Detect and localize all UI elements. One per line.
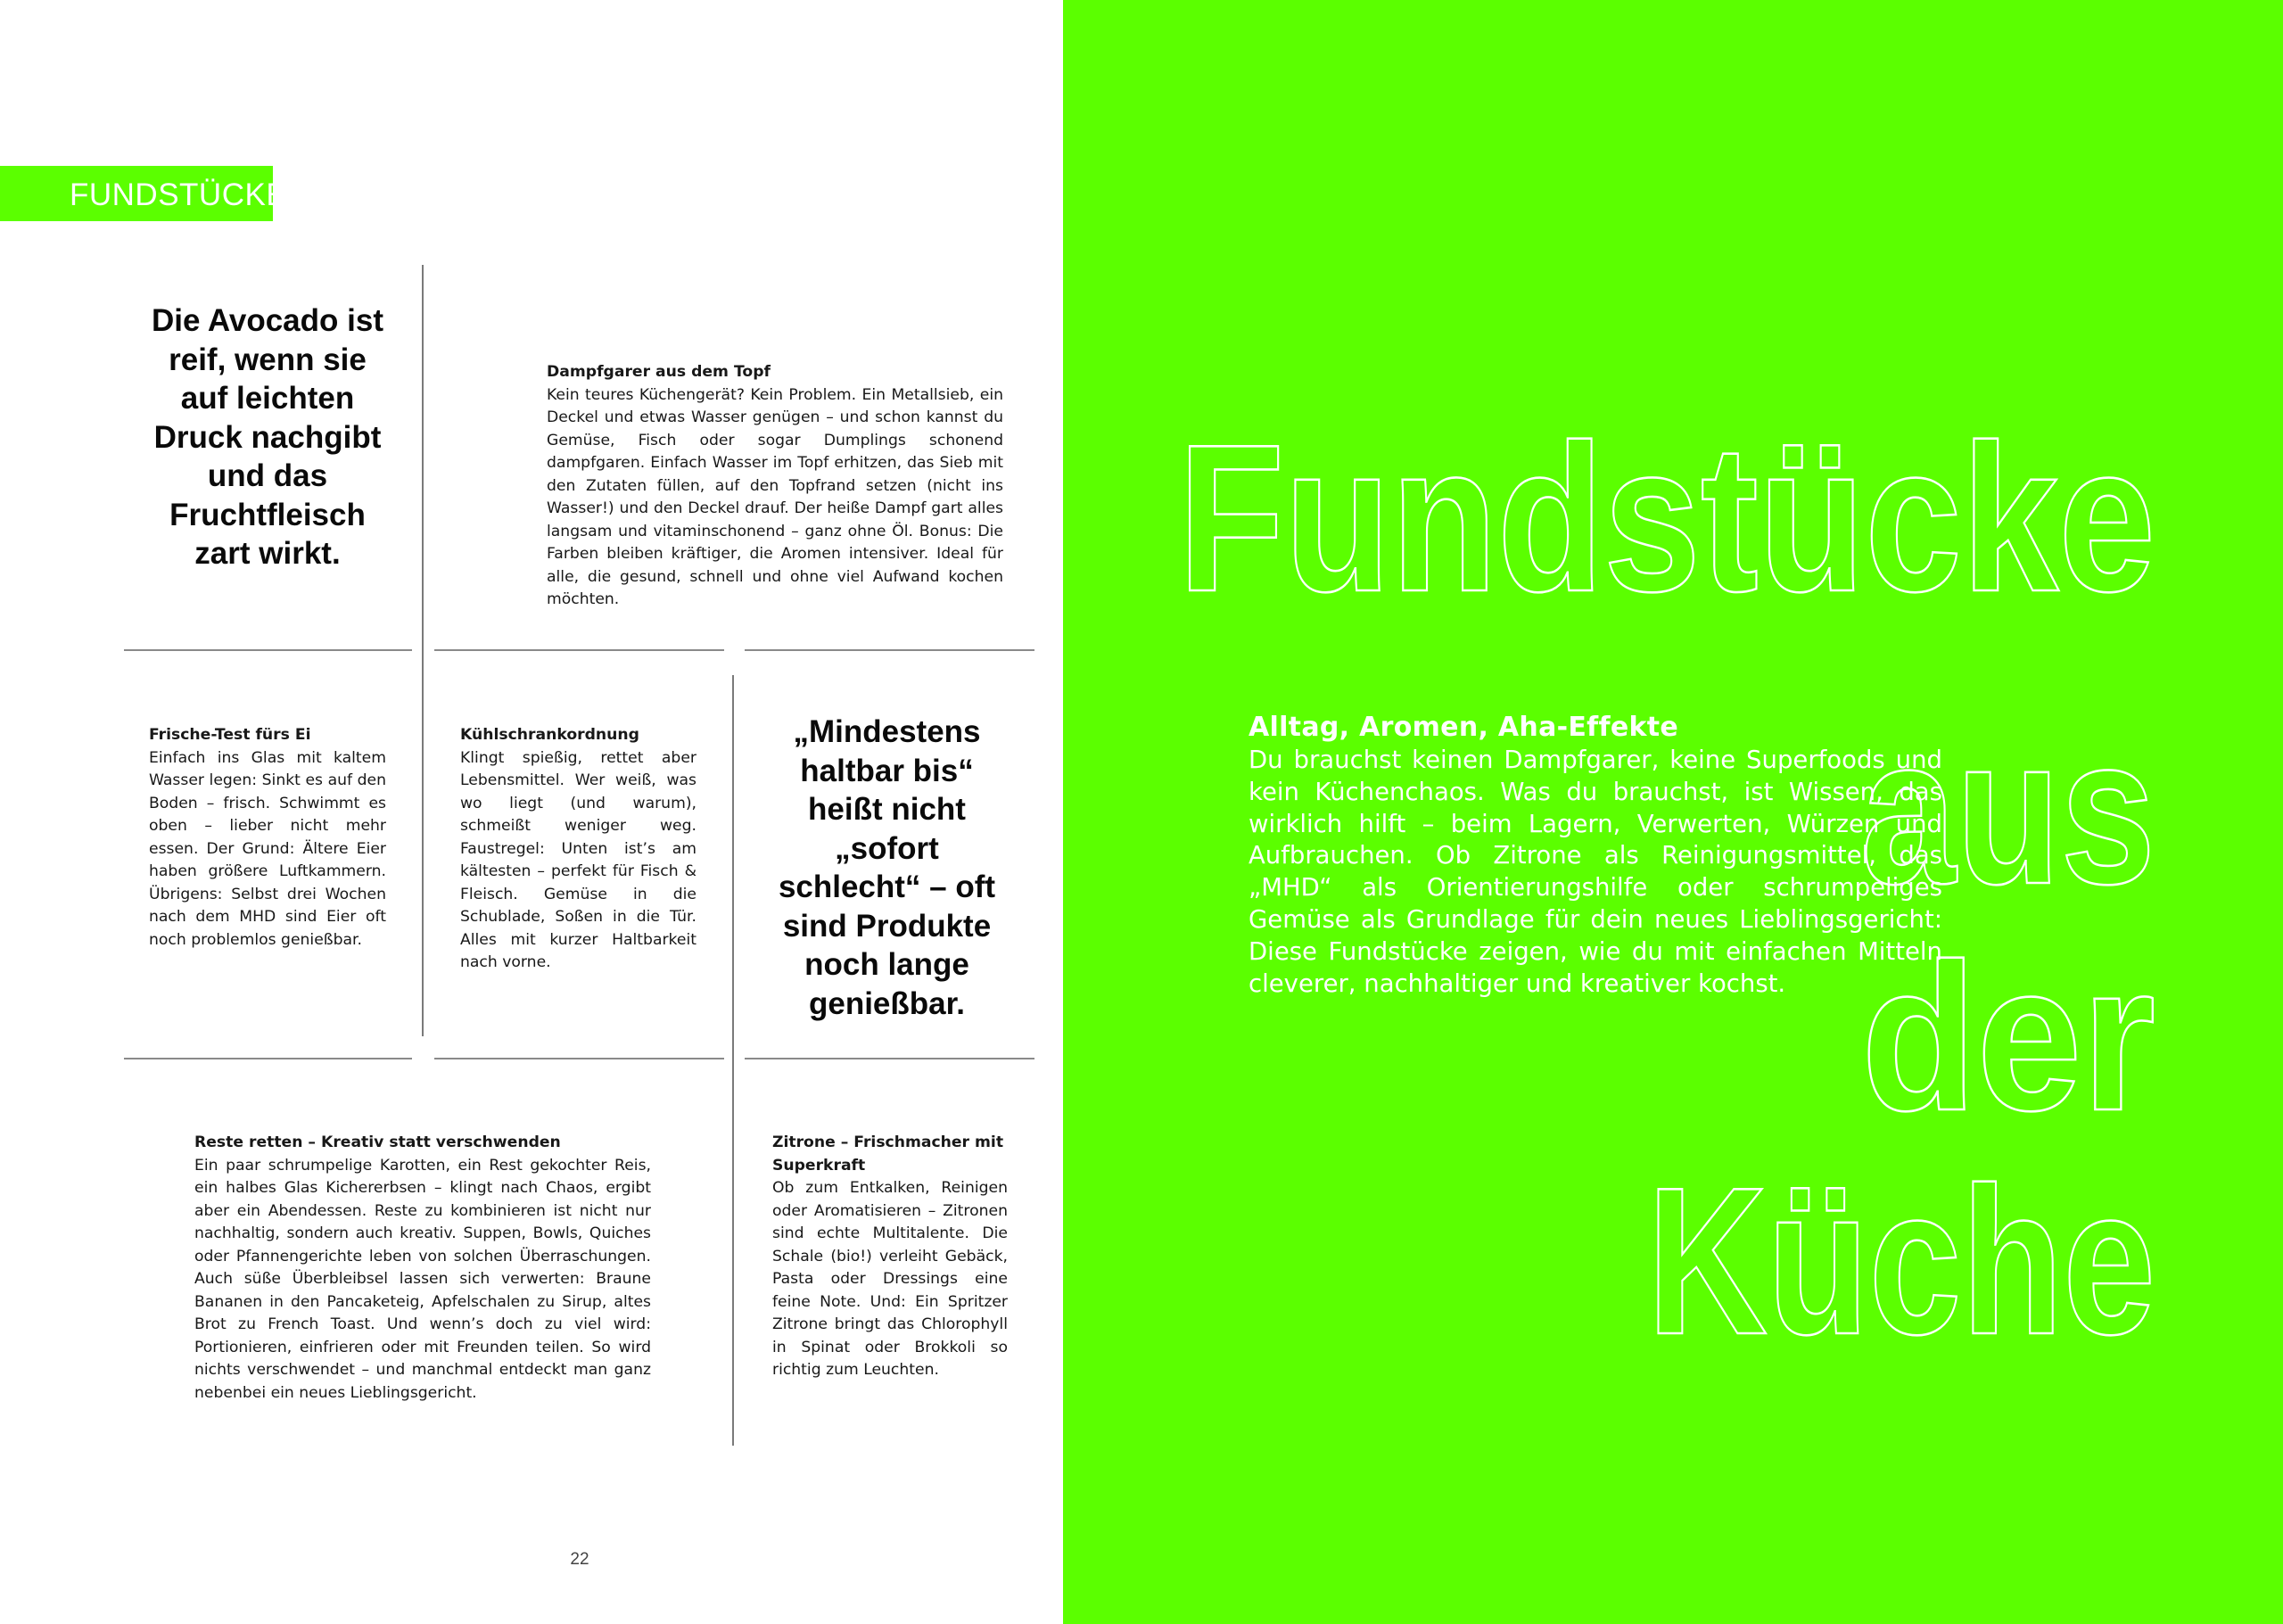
article-reste-title: Reste retten – Kreativ statt verschwenden <box>194 1134 561 1151</box>
headline-line-2: aus <box>1861 693 2155 927</box>
article-reste-body: Ein paar schrumpelige Karotten, ein Rest gekochter Reis, ein halbes Glas Kichererbsen – klingt nach Chaos, ergibt aber ein Abendessen. Reste zu kombinieren ist nicht nur nachhaltig, sondern auch kreativ. Suppen, Bowls, Quiches oder Pfannengerichte leben von solchen Überraschungen. Auch süße Überbleibsel lassen sich verwerten: Braune Bananen in den Pancaketeig, Apfelschalen zu Sirup, altes Brot zu French Toast. Und wenn’s doch zu viel wird: Portionieren, einfrieren oder mit Freunden teilen. So wird nichts verschwendet – und manchmal entdeckt man ganz nebenbei ein neues Lieblingsgericht. <box>194 1156 651 1402</box>
divider-horizontal-row2-col2 <box>434 1058 724 1059</box>
intro-body: Du brauchst keinen Dampfgarer, keine Superfoods und kein Küchenchaos. Was du brauchst, ist Wissen, das wirklich hilft – beim Lagern, Verwerten, Würzen und Aufbrauchen. Ob Zitrone als Reinigungsmittel, das „MHD“ als Orientierungshilfe oder schrumpeliges Gemüse als Grundlage für dein neues Lieblingsgericht: Diese Fundstücke zeigen, wie du mit einfachen Mitteln cleverer, nachhaltiger und kreativer kochst. <box>1249 746 1942 998</box>
intro-title: Alltag, Aromen, Aha-Effekte <box>1249 712 1679 743</box>
article-ei-body: Einfach ins Glas mit kaltem Wasser legen: Sinkt es auf den Boden – frisch. Schwimmt es oben – lieber nicht mehr essen. Der Grund: Ältere Eier haben größere Luftkammern. Übrigens: Selbst drei Wochen nach dem MHD sind Eier oft noch problemlos genießbar. <box>149 748 386 949</box>
section-tag <box>0 166 288 221</box>
divider-horizontal-row1-col2 <box>434 649 724 651</box>
left-page <box>0 0 1063 1624</box>
right-page <box>1063 0 2283 1624</box>
article-kuehlschrank-body: Klingt spießig, rettet aber Lebensmittel. Wer weiß, was wo liegt (und warum), schmeißt weniger weg. Faustregel: Unten ist’s am kältesten – perfekt für Fisch & Fleisch. Gemüse in die Schublade, Soßen in die Tür. Alles mit kurzer Haltbarkeit nach vorne. <box>460 748 696 971</box>
divider-vertical-bottom <box>732 675 734 1446</box>
divider-vertical-top <box>422 265 424 1036</box>
divider-horizontal-row1-col1 <box>124 649 412 651</box>
quote-mhd: „Mindestens haltbar bis“ heißt nicht „sofort schlecht“ – oft sind Produkte noch lange genießbar. <box>778 714 996 1021</box>
article-kuehlschrank <box>460 724 696 975</box>
article-zitrone <box>772 1132 1008 1382</box>
headline-line-4: Küche <box>1647 1143 2155 1378</box>
divider-horizontal-row1-col3 <box>745 649 1034 651</box>
quote-avocado: Die Avocado ist reif, wenn sie auf leichten Druck nachgibt und das Fruchtfleisch zart wirkt. <box>152 303 383 571</box>
article-zitrone-body: Ob zum Entkalken, Reinigen oder Aromatisieren – Zitronen sind echte Multitalente. Die Schale (bio!) verleiht Gebäck, Pasta oder Dressings eine feine Note. Und: Ein Spritzer Zitrone bringt das Chlorophyll in Spinat oder Brokkoli so richtig zum Leuchten. <box>772 1179 1008 1379</box>
section-tag-label: FUNDSTÜCKE <box>70 177 288 212</box>
article-ei <box>149 724 386 952</box>
article-kuehlschrank-title: Kühlschrankordnung <box>460 726 639 744</box>
divider-horizontal-row2-col3 <box>745 1058 1034 1059</box>
intro-block <box>1249 711 1942 1000</box>
article-ei-title: Frische-Test fürs Ei <box>149 726 311 744</box>
page-number: 22 <box>570 1550 589 1569</box>
article-dampfgarer-body: Kein teures Küchengerät? Kein Problem. Ein Metallsieb, ein Deckel und etwas Wasser genügen – und schon kannst du Gemüse, Fisch oder sogar Dumplings schonend dampfgaren. Einfach Wasser im Topf erhitzen, das Sieb mit den Zutaten füllen, auf den Topfrand setzen (nicht ins Wasser!) und den Deckel drauf. Der heiße Dampf gart alles langsam und vitaminschonend – ganz ohne Öl. Bonus: Die Farben bleiben kräftiger, die Aromen intensiver. Ideal für alle, die gesund, schnell und ohne viel Aufwand kochen möchten. <box>547 385 1003 608</box>
article-dampfgarer-title: Dampfgarer aus dem Topf <box>547 363 771 381</box>
headline-line-1: Fundstücke <box>1178 400 2155 635</box>
article-dampfgarer <box>547 361 1003 612</box>
article-zitrone-title: Zitrone – Frischmacher mit Superkraft <box>772 1134 1004 1175</box>
article-reste <box>194 1132 651 1405</box>
divider-horizontal-row2-col1 <box>124 1058 412 1059</box>
headline-line-3: der <box>1861 919 2155 1154</box>
